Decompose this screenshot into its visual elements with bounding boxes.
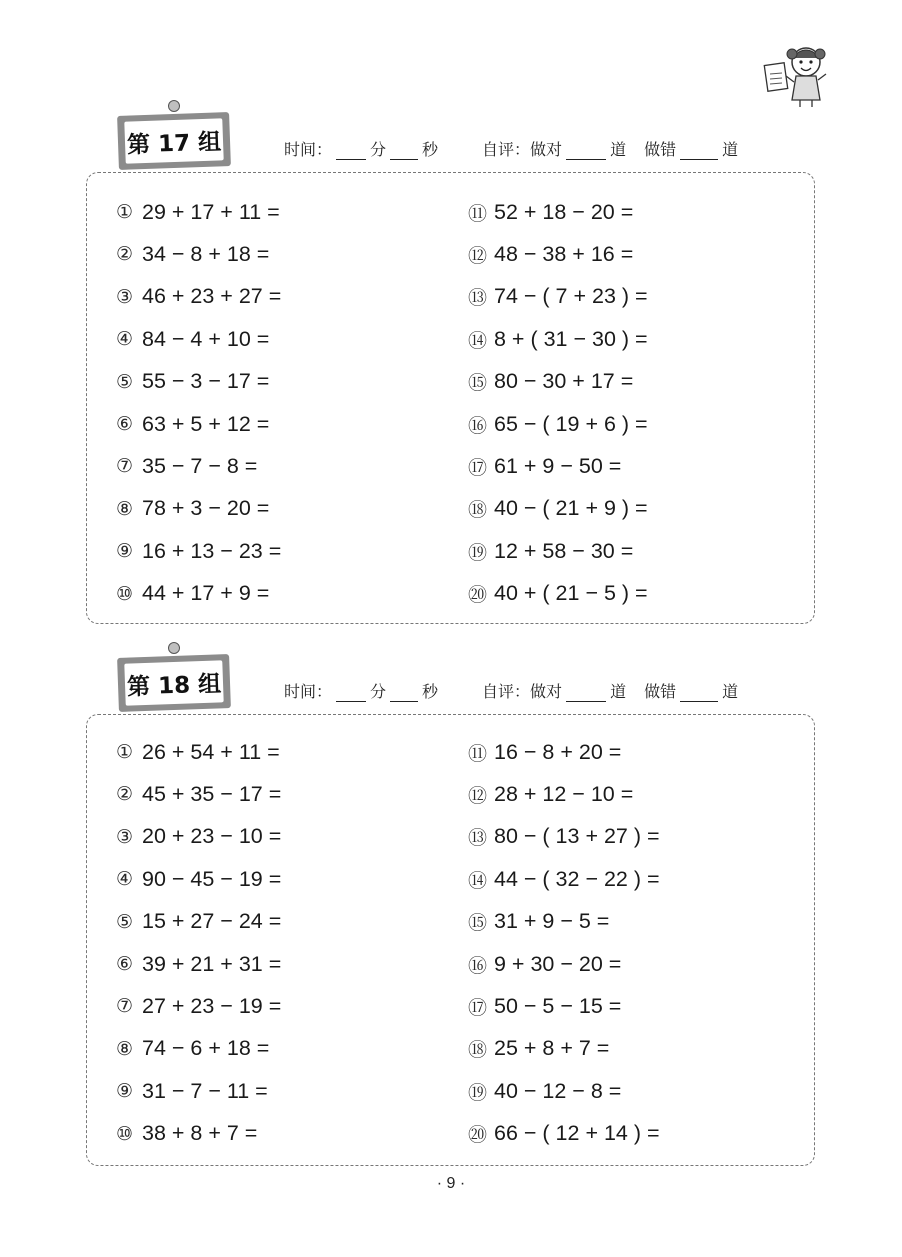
problem-number: ⑯: [468, 954, 488, 977]
problem-item: [468, 822, 660, 852]
self-eval-label: 自评：做对: [482, 682, 563, 701]
group-title: 第 17 组: [124, 118, 223, 163]
problem-expression: 80 − ( 13 + 27 ) =: [494, 824, 660, 849]
problem-expression: 8 + ( 31 − 30 ) =: [494, 326, 648, 351]
problem-item: [116, 737, 280, 767]
problem-expression: 66 − ( 12 + 14 ) =: [494, 1121, 660, 1146]
time-label: 时间：: [284, 682, 333, 701]
group-title-sign: [118, 100, 238, 170]
second-blank[interactable]: [390, 683, 418, 702]
problem-expression: 39 + 21 + 31 =: [142, 951, 282, 976]
problem-item: [116, 1034, 269, 1064]
time-eval-header: [284, 676, 738, 702]
problem-expression: 12 + 58 − 30 =: [494, 538, 634, 563]
problem-item: [468, 737, 621, 767]
problem-number: ⑩: [116, 582, 134, 605]
problem-expression: 31 + 9 − 5 =: [494, 909, 610, 934]
problem-number: ⑫: [468, 244, 488, 267]
problem-number: ⑳: [468, 1124, 488, 1147]
problem-expression: 40 + ( 21 − 5 ) =: [494, 581, 648, 606]
problem-expression: 40 − 12 − 8 =: [494, 1078, 622, 1103]
problem-item: [468, 282, 648, 312]
problem-expression: 55 − 3 − 17 =: [142, 369, 270, 394]
problem-item: [468, 991, 621, 1021]
unit-label: 道: [610, 682, 627, 701]
unit-label: 道: [722, 682, 739, 701]
problem-item: [468, 1119, 660, 1149]
problem-item: [468, 367, 633, 397]
problem-expression: 9 + 30 − 20 =: [494, 951, 622, 976]
problem-expression: 48 − 38 + 16 =: [494, 241, 634, 266]
unit-label: 道: [722, 140, 739, 159]
page-number: · 9 ·: [436, 1175, 466, 1192]
minute-label: 分: [370, 140, 387, 159]
problem-expression: 20 + 23 − 10 =: [142, 824, 282, 849]
problem-item: [116, 949, 281, 979]
problem-number: ⑥: [116, 413, 134, 435]
problem-item: [468, 1034, 609, 1064]
time-eval-header: [284, 134, 738, 160]
problem-expression: 40 − ( 21 + 9 ) =: [494, 496, 648, 521]
problem-expression: 63 + 5 + 12 =: [142, 411, 270, 436]
problem-expression: 84 − 4 + 10 =: [142, 326, 270, 351]
time-label: 时间：: [284, 140, 333, 159]
problem-expression: 25 + 8 + 7 =: [494, 1036, 610, 1061]
problem-expression: 44 + 17 + 9 =: [142, 581, 270, 606]
problem-expression: 90 − 45 − 19 =: [142, 866, 282, 891]
problem-expression: 50 − 5 − 15 =: [494, 993, 622, 1018]
problem-number: ③: [116, 825, 134, 848]
wrong-count-blank[interactable]: [680, 141, 718, 160]
problem-item: [468, 494, 648, 524]
problem-expression: 16 + 13 − 23 =: [142, 538, 282, 563]
problem-item: [116, 367, 269, 397]
minute-label: 分: [370, 682, 387, 701]
wrong-label: 做错: [644, 682, 677, 701]
problem-expression: 26 + 54 + 11 =: [142, 739, 280, 764]
problem-number: ⑪: [468, 202, 488, 225]
problem-number: ⑧: [116, 497, 134, 520]
problem-expression: 74 − ( 7 + 23 ) =: [494, 284, 648, 309]
problem-number: ④: [116, 328, 134, 351]
problem-item: [116, 451, 257, 481]
problem-number: ⑥: [116, 953, 134, 975]
correct-count-blank[interactable]: [566, 141, 606, 160]
problem-number: ⑫: [468, 784, 488, 807]
problem-item: [116, 991, 281, 1021]
minute-blank[interactable]: [336, 141, 366, 160]
problem-item: [468, 197, 633, 227]
problem-expression: 38 + 8 + 7 =: [142, 1121, 258, 1146]
problem-number: ⑩: [116, 1122, 134, 1145]
problem-expression: 45 + 35 − 17 =: [142, 781, 282, 806]
self-eval-label: 自评：做对: [482, 140, 563, 159]
correct-count-blank[interactable]: [566, 683, 606, 702]
problem-number: ③: [116, 285, 134, 308]
problem-item: [116, 536, 281, 566]
problem-number: ⑨: [116, 1080, 134, 1103]
problem-number: ⑤: [116, 910, 134, 933]
problem-expression: 29 + 17 + 11 =: [142, 199, 280, 224]
problem-number: ⑳: [468, 584, 488, 607]
problem-item: [116, 1076, 268, 1106]
problem-number: ⑭: [468, 329, 488, 352]
problem-item: [116, 494, 269, 524]
problem-item: [116, 1119, 257, 1149]
problem-expression: 61 + 9 − 50 =: [494, 453, 622, 478]
second-label: 秒: [422, 682, 439, 701]
problem-item: [468, 1076, 621, 1106]
group-title-sign: [118, 642, 238, 712]
problem-item: [468, 949, 621, 979]
problem-item: [116, 197, 280, 227]
problem-expression: 27 + 23 − 19 =: [142, 993, 282, 1018]
problem-number: ⑱: [468, 499, 488, 522]
problem-expression: 35 − 7 − 8 =: [142, 453, 258, 478]
problem-number: ⑦: [116, 455, 134, 478]
problem-expression: 46 + 23 + 27 =: [142, 284, 282, 309]
problem-number: ⑪: [468, 742, 488, 765]
problem-expression: 44 − ( 32 − 22 ) =: [494, 866, 660, 891]
problem-expression: 78 + 3 − 20 =: [142, 496, 270, 521]
problem-item: [468, 907, 609, 937]
problem-item: [116, 409, 269, 439]
problem-number: ⑤: [116, 370, 134, 393]
problem-expression: 52 + 18 − 20 =: [494, 199, 634, 224]
problem-number: ⑲: [468, 1081, 488, 1104]
problem-number: ①: [116, 201, 134, 223]
problem-item: [468, 409, 648, 439]
problem-item: [116, 324, 269, 354]
problem-number: ⑨: [116, 540, 134, 563]
problem-item: [468, 451, 621, 481]
problem-number: ⑧: [116, 1037, 134, 1060]
problem-expression: 15 + 27 − 24 =: [142, 909, 282, 934]
girl-holding-paper-icon: [762, 40, 832, 108]
wrong-count-blank[interactable]: [680, 683, 718, 702]
problem-number: ⑲: [468, 541, 488, 564]
problem-expression: 34 − 8 + 18 =: [142, 241, 270, 266]
problem-number: ②: [116, 243, 134, 266]
problem-item: [116, 907, 281, 937]
problem-number: ⑯: [468, 414, 488, 437]
problem-item: [468, 864, 660, 894]
wrong-label: 做错: [644, 140, 677, 159]
problem-number: ⑬: [468, 827, 488, 850]
problem-expression: 80 − 30 + 17 =: [494, 369, 634, 394]
problem-item: [468, 779, 633, 809]
problem-expression: 16 − 8 + 20 =: [494, 739, 622, 764]
second-label: 秒: [422, 140, 439, 159]
problem-number: ①: [116, 741, 134, 763]
problem-number: ⑭: [468, 869, 488, 892]
problem-item: [468, 579, 648, 609]
hook-icon: [168, 100, 180, 112]
problem-number: ⑱: [468, 1039, 488, 1062]
problem-number: ⑰: [468, 456, 488, 479]
group-title: 第 18 组: [124, 660, 223, 705]
problem-item: [468, 239, 633, 269]
problem-expression: 74 − 6 + 18 =: [142, 1036, 270, 1061]
problem-item: [116, 864, 281, 894]
problem-number: ⑦: [116, 995, 134, 1018]
problem-expression: 65 − ( 19 + 6 ) =: [494, 411, 648, 436]
problem-number: ②: [116, 783, 134, 806]
problem-item: [116, 282, 281, 312]
problem-number: ⑰: [468, 996, 488, 1019]
problem-item: [468, 536, 633, 566]
problem-item: [116, 822, 281, 852]
problem-number: ⑮: [468, 372, 488, 395]
problem-item: [116, 239, 269, 269]
problem-expression: 31 − 7 − 11 =: [142, 1078, 268, 1103]
problem-item: [116, 579, 269, 609]
problem-number: ④: [116, 868, 134, 891]
problem-number: ⑬: [468, 287, 488, 310]
minute-blank[interactable]: [336, 683, 366, 702]
unit-label: 道: [610, 140, 627, 159]
problem-item: [468, 324, 648, 354]
second-blank[interactable]: [390, 141, 418, 160]
problem-item: [116, 779, 281, 809]
problem-expression: 28 + 12 − 10 =: [494, 781, 634, 806]
hook-icon: [168, 642, 180, 654]
problem-number: ⑮: [468, 912, 488, 935]
